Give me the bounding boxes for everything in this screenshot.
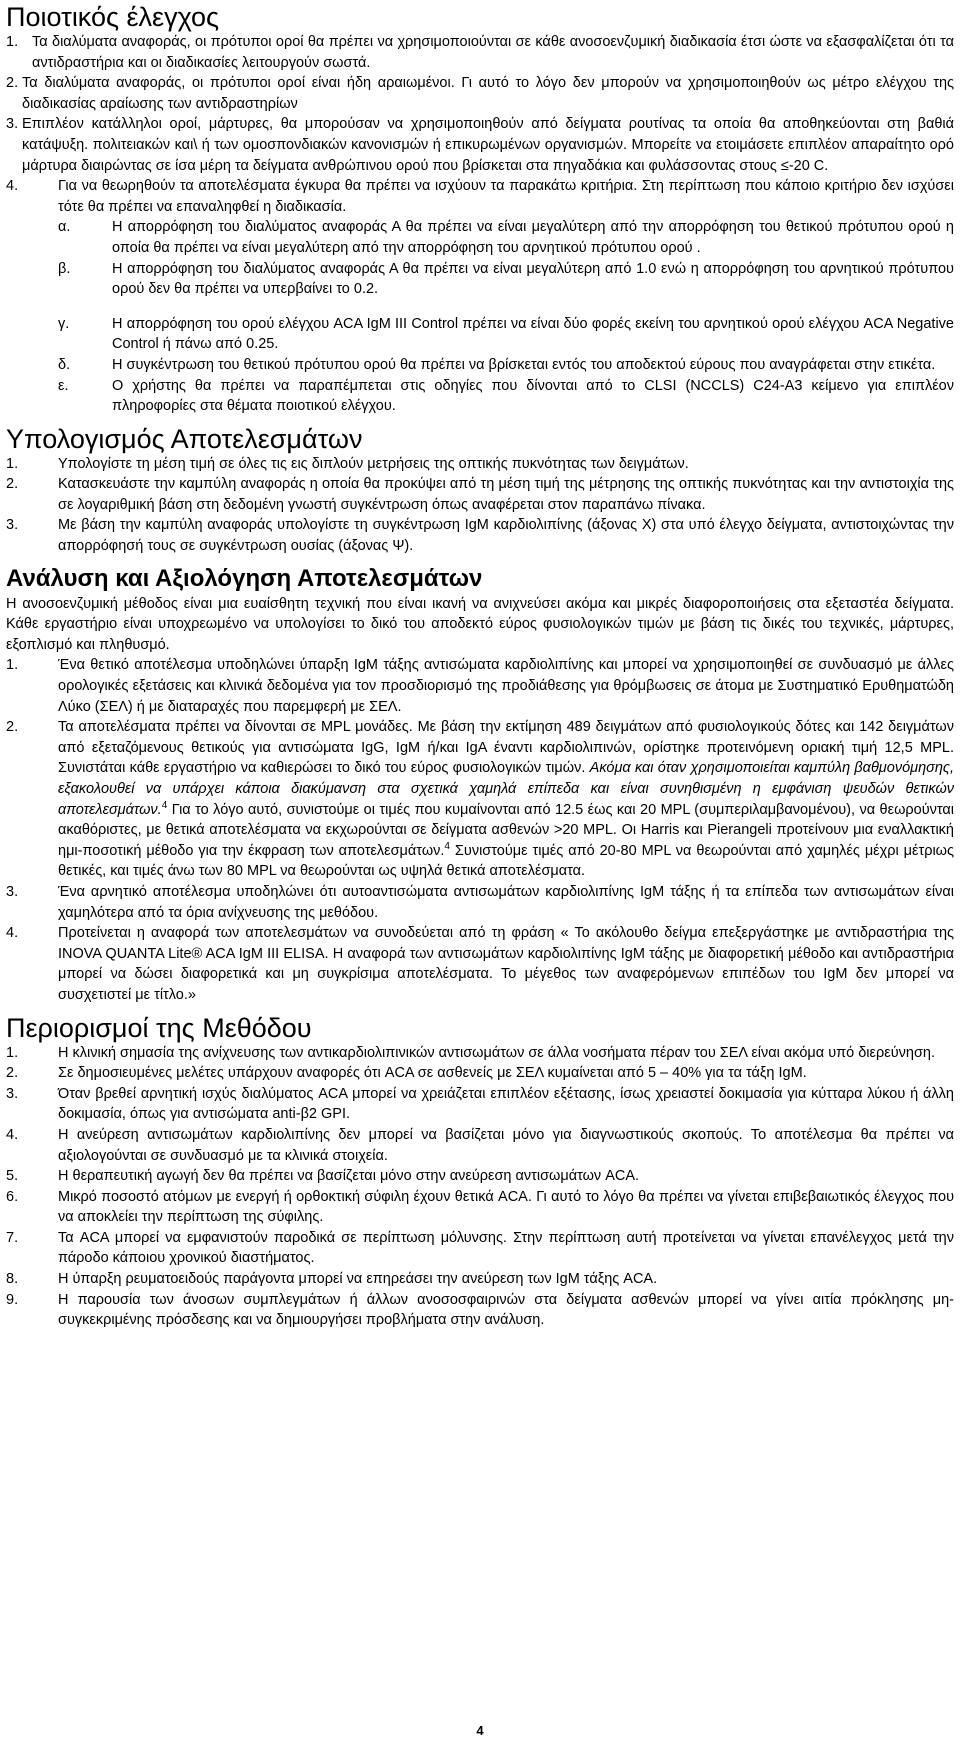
quality-control-title: Ποιοτικός έλεγχος bbox=[6, 2, 220, 32]
list-item: 1. Τα διαλύματα αναφοράς, οι πρότυποι οροί θα πρέπει να χρησιμοποιούνται σε κάθε ανοσοενζυμική διαδικασία έτσι ώστε να εξασφαλίζεται ότι τα αντιδραστήρια και οι διαδικασίες λειτουργούν σωστά. bbox=[6, 34, 954, 71]
analysis-title: Ανάλυση και Αξιολόγηση Αποτελεσμάτων bbox=[6, 564, 483, 592]
list-item: 8. Η ύπαρξη ρευματοειδούς παράγοντα μπορεί να επηρεάσει την ανεύρεση των IgM τάξης ACA. bbox=[6, 1271, 658, 1288]
list-item: 2. Σε δημοσιευμένες μελέτες υπάρχουν αναφορές ότι ACA σε ασθενείς με ΣΕΛ κυμαίνεται από 5 – 40% για τα τάξη IgM. bbox=[6, 1065, 807, 1082]
list-item: 4. Η ανεύρεση αντισωμάτων καρδιολιπίνης δεν μπορεί να βασίζεται μόνο για διαγνωστικούς σκοπούς. Το αποτέλεσμα θα πρέπει να αξιολογούνται σε συνδυασμό με τα κλινικά στοιχεία. bbox=[6, 1126, 954, 1164]
list-item: 2. Τα αποτελέσματα πρέπει να δίνονται σε MPL μονάδες. Με βάση την εκτίμηση 489 δειγμάτων από φυσιολογικούς δότες και 142 δειγμάτων από εξεταζόμενους θετικούς για αντισώματα IgG, IgM ή/και IgA έναντι καρδιολιπινών, ορίστηκε προτεινόμενη οριακή τιμή 12,5 MPL. Συνιστάται κάθε εργαστήριο να καθιερώσει το δικό του εύρος φυσιολογικών τιμών. Ακόμα και όταν χρησιμοποιείται καμπύλη βαθμονόμησης, εξακολουθεί να υπάρχει κάποια διακύμανση στα σχετικά χαμηλά επίπεδα και είναι συνηθισμένη η εμφάνιση ψευδών θετικών αποτελεσμάτων.$^4$ Για το λόγο αυτό, συνιστούμε οι τιμές που κυμαίνονται από 12.5 έως και 20 MPL (συμπεριλαμβανομένου), να θεωρούνται ακαθόριστες, με θετικά αποτελέσματα να εκχωρούνται σε δείγματα ασθενών >20 MPL. Οι Harris και Pierangeli προτείνουν μια εναλλακτική ημι-ποσοτική μέθοδο για την έκφραση των αποτελεσμάτων.$^4$ Συνιστούμε τιμές από 20-80 MPL να θεωρούνται από χαμηλές μέχρι μέτριως θετικές, και τιμές άνω των 80 MPL να θεωρούνται ως υψηλά θετικά αποτελέσματα. bbox=[6, 719, 955, 880]
sub-list-item: δ. Η συγκέντρωση του θετικού πρότυπου ορού θα πρέπει να βρίσκεται εντός του αποδεκτού εύρους που αναγράφεται στην ετικέτα. bbox=[58, 356, 936, 373]
quality-control-section bbox=[6, 2, 954, 417]
list-item: 3. Όταν βρεθεί αρνητική ισχύς διαλύματος ACA μπορεί να χρειάζεται επιπλέον εξέτασης, ίσως χρειαστεί δοκιμασία για κύτταρα λύκου ή άλλη δοκιμασία, όπως για αντισώματα anti-β2 GPI. bbox=[6, 1085, 954, 1123]
limitations-section bbox=[6, 1013, 954, 1331]
list-item: 3. Επιπλέον κατάλληλοι οροί, μάρτυρες, θα μπορούσαν να χρησιμοποιηθούν από δείγματα ρουτίνας τα οποία θα αποθηκεύονται στη βαθιά κατάψυξη. πολιτειακών και\ ή των ομοσπονδιακών κανονισμών ή επικυρωμένων οργανισμών. Μπορείτε να ετοιμάσετε επιπλέον απαραίτητο ορό μάρτυρα διαιρώντας σε ίσα μέρη τα δείγματα ανθρώπινου ορού που βρίσκεται στα πηγαδάκια και φυλάσσοντας στους ≤-20 C. bbox=[6, 116, 954, 174]
list-item: 2. Κατασκευάστε την καμπύλη αναφοράς η οποία θα προκύψει από τη μέση τιμή της μέτρησης της οπτικής πυκνότητας και την αντιστοιχία της σε λογαριθμική βάση στη δεδομένη γνωστή συγκέντρωση όπως αναφέρεται στον παραπάνω πίνακα. bbox=[6, 476, 954, 513]
sub-list-item: γ. Η απορρόφηση του ορού ελέγχου ACA IgM III Control πρέπει να είναι δύο φορές εκείνη του αρνητικού ορού ελέγχου ACA Negative Control ή πάνω από 0.25. bbox=[58, 315, 954, 353]
list-item: 6. Μικρό ποσοστό ατόμων με ενεργή ή ορθοκτική σύφιλη έχουν θετικά ACA. Γι αυτό το λόγο θα πρέπει να γίνεται επιβεβαιωτικός έλεγχος που να αποκλείει την περίπτωση της σύφιλης. bbox=[6, 1188, 954, 1226]
sub-list-item: β. Η απορρόφηση του διαλύματος αναφοράς Α θα πρέπει να είναι μεγαλύτερη από 1.0 ενώ η απορρόφηση του αρνητικού πρότυπου ορού δεν θα πρέπει να υπερβαίνει το 0.2. bbox=[58, 260, 954, 298]
document-page bbox=[6, 0, 954, 1331]
sub-list-item: α. Η απορρόφηση του διαλύματος αναφοράς Α θα πρέπει να είναι μεγαλύτερη από την απορρόφηση του θετικού πρότυπου ορού η οποία θα πρέπει να είναι μεγαλύτερη από την απορρόφηση του αρνητικού πρότυπου ορού . bbox=[58, 219, 954, 256]
page-number: 4 bbox=[476, 1723, 484, 1738]
list-item: 1. Η κλινική σημασία της ανίχνευσης των αντικαρδιολιπινικών αντισωμάτων σε άλλα νοσήματα πέραν του ΣΕΛ είναι ακόμα υπό διερεύνηση. bbox=[6, 1044, 935, 1061]
list-item: 2. Τα διαλύματα αναφοράς, οι πρότυποι οροί είναι ήδη αραιωμένοι. Γι αυτό το λόγο δεν μπορούν να χρησιμοποιηθούν ως μέτρο ελέγχου της διαδικασίας αραίωσης των αντιδραστηρίων bbox=[6, 75, 954, 112]
analysis-intro: Η ανοσοενζυμική μέθοδος είναι μια ευαίσθητη τεχνική που είναι ικανή να ανιχνεύσει ακόμα και μικρές διαφοροποιήσεις στα εξεταστέα δείγματα. Κάθε εργαστήριο είναι υποχρεωμένο να υπολογίσει το δικό του αποδεκτό εύρος φυσιολογικών τιμών με βάση τις δικές του τεχνικές, μάρτυρες, εξοπλισμό και πληθυσμό. bbox=[6, 595, 954, 653]
list-item: 4. Για να θεωρηθούν τα αποτελέσματα έγκυρα θα πρέπει να ισχύουν τα παρακάτω κριτήρια. Στη περίπτωση που κάποιο κριτήριο δεν ισχύσει τότε θα πρέπει να επαναληφθεί η διαδικασία. bbox=[6, 178, 954, 215]
calculation-section bbox=[6, 424, 954, 557]
list-item: 3. Ένα αρνητικό αποτέλεσμα υποδηλώνει ότι αυτοαντισώματα αντισωμάτων καρδιολιπίνης IgM τάξης ή τα επίπεδα των αντισωμάτων είναι χαμηλότερα από τα όρια ανίχνευσης της μεθόδου. bbox=[6, 883, 954, 921]
list-item: 5. Η θεραπευτική αγωγή δεν θα πρέπει να βασίζεται μόνο στην ανεύρεση αντισωμάτων ACA. bbox=[6, 1168, 640, 1185]
list-item: 4. Προτείνεται η αναφορά των αποτελεσμάτων να συνοδεύεται από τη φράση « Το ακόλουθο δείγμα επεξεργάστηκε με αντιδραστήρια της INOVA QUANTA Lite® ACA IgM III ELISA. Η αναφορά των αντισωμάτων καρδιολιπίνης IgM τάξης με διαφορετική μέθοδο και αντιδραστήρια μπορεί να δώσει διαφορετικά και μη συγκρίσιμα αποτελέσματα. Το μέγεθος των αναφερόμενων επιπέδων του IgM δεν μπορεί να συσχετιστεί με τίτλο.» bbox=[6, 925, 954, 1003]
list-item: 1. Ένα θετικό αποτέλεσμα υποδηλώνει ύπαρξη IgM τάξης αντισώματα καρδιολιπίνης και μπορεί να χρησιμοποιηθεί σε συνδυασμό με άλλες ορολογικές εξετάσεις και κλινικά δεδομένα για τον προσδιορισμό της προδιάθεσης για θρόμβωσεις σε άτομα με Συστηματικό Ερυθηματώδη Λύκο (ΣΕΛ) ή με διαταραχές που παρεμφερή με ΣΕΛ. bbox=[6, 657, 954, 715]
sub-list-item: ε. Ο χρήστης θα πρέπει να παραπέμπεται στις οδηγίες που δίνονται από το CLSI (NCCLS) C24-A3 κείμενο για επιπλέον πληροφορίες στα θέματα ποιοτικού ελέγχου. bbox=[58, 377, 954, 415]
list-item: 3. Με βάση την καμπύλη αναφοράς υπολογίστε τη συγκέντρωση IgM καρδιολιπίνης (άξονας Χ) στα υπό έλεγχο δείγματα, αντιστοιχώντας την απορρόφησή τους σε συγκέντρωση ουσίας (άξονας Ψ). bbox=[6, 517, 954, 555]
list-item: 1. Υπολογίστε τη μέση τιμή σε όλες τις εις διπλούν μετρήσεις της οπτικής πυκνότητας των δειγμάτων. bbox=[6, 455, 689, 472]
limitations-title: Περιορισμοί της Μεθόδου bbox=[6, 1012, 312, 1043]
analysis-section bbox=[6, 564, 954, 1006]
list-item: 9. Η παρουσία των άνοσων συμπλεγμάτων ή άλλων ανοσοσφαιρινών στα δείγματα ασθενών μπορεί να γίνει αιτία πρόκλησης μη-συγκεκριμένης πρόσδεσης και να δημιουργήσει προβλήματα στην ανάλυση. bbox=[6, 1291, 954, 1329]
calculation-title: Υπολογισμός Αποτελεσμάτων bbox=[6, 423, 363, 454]
list-item: 7. Τα ACA μπορεί να εμφανιστούν παροδικά σε περίπτωση μόλυνσης. Στην περίπτωση αυτή προτείνεται να γίνεται επανέλεγχος μετά την πάροδο κάποιου χρονικού διαστήματος. bbox=[6, 1229, 954, 1267]
